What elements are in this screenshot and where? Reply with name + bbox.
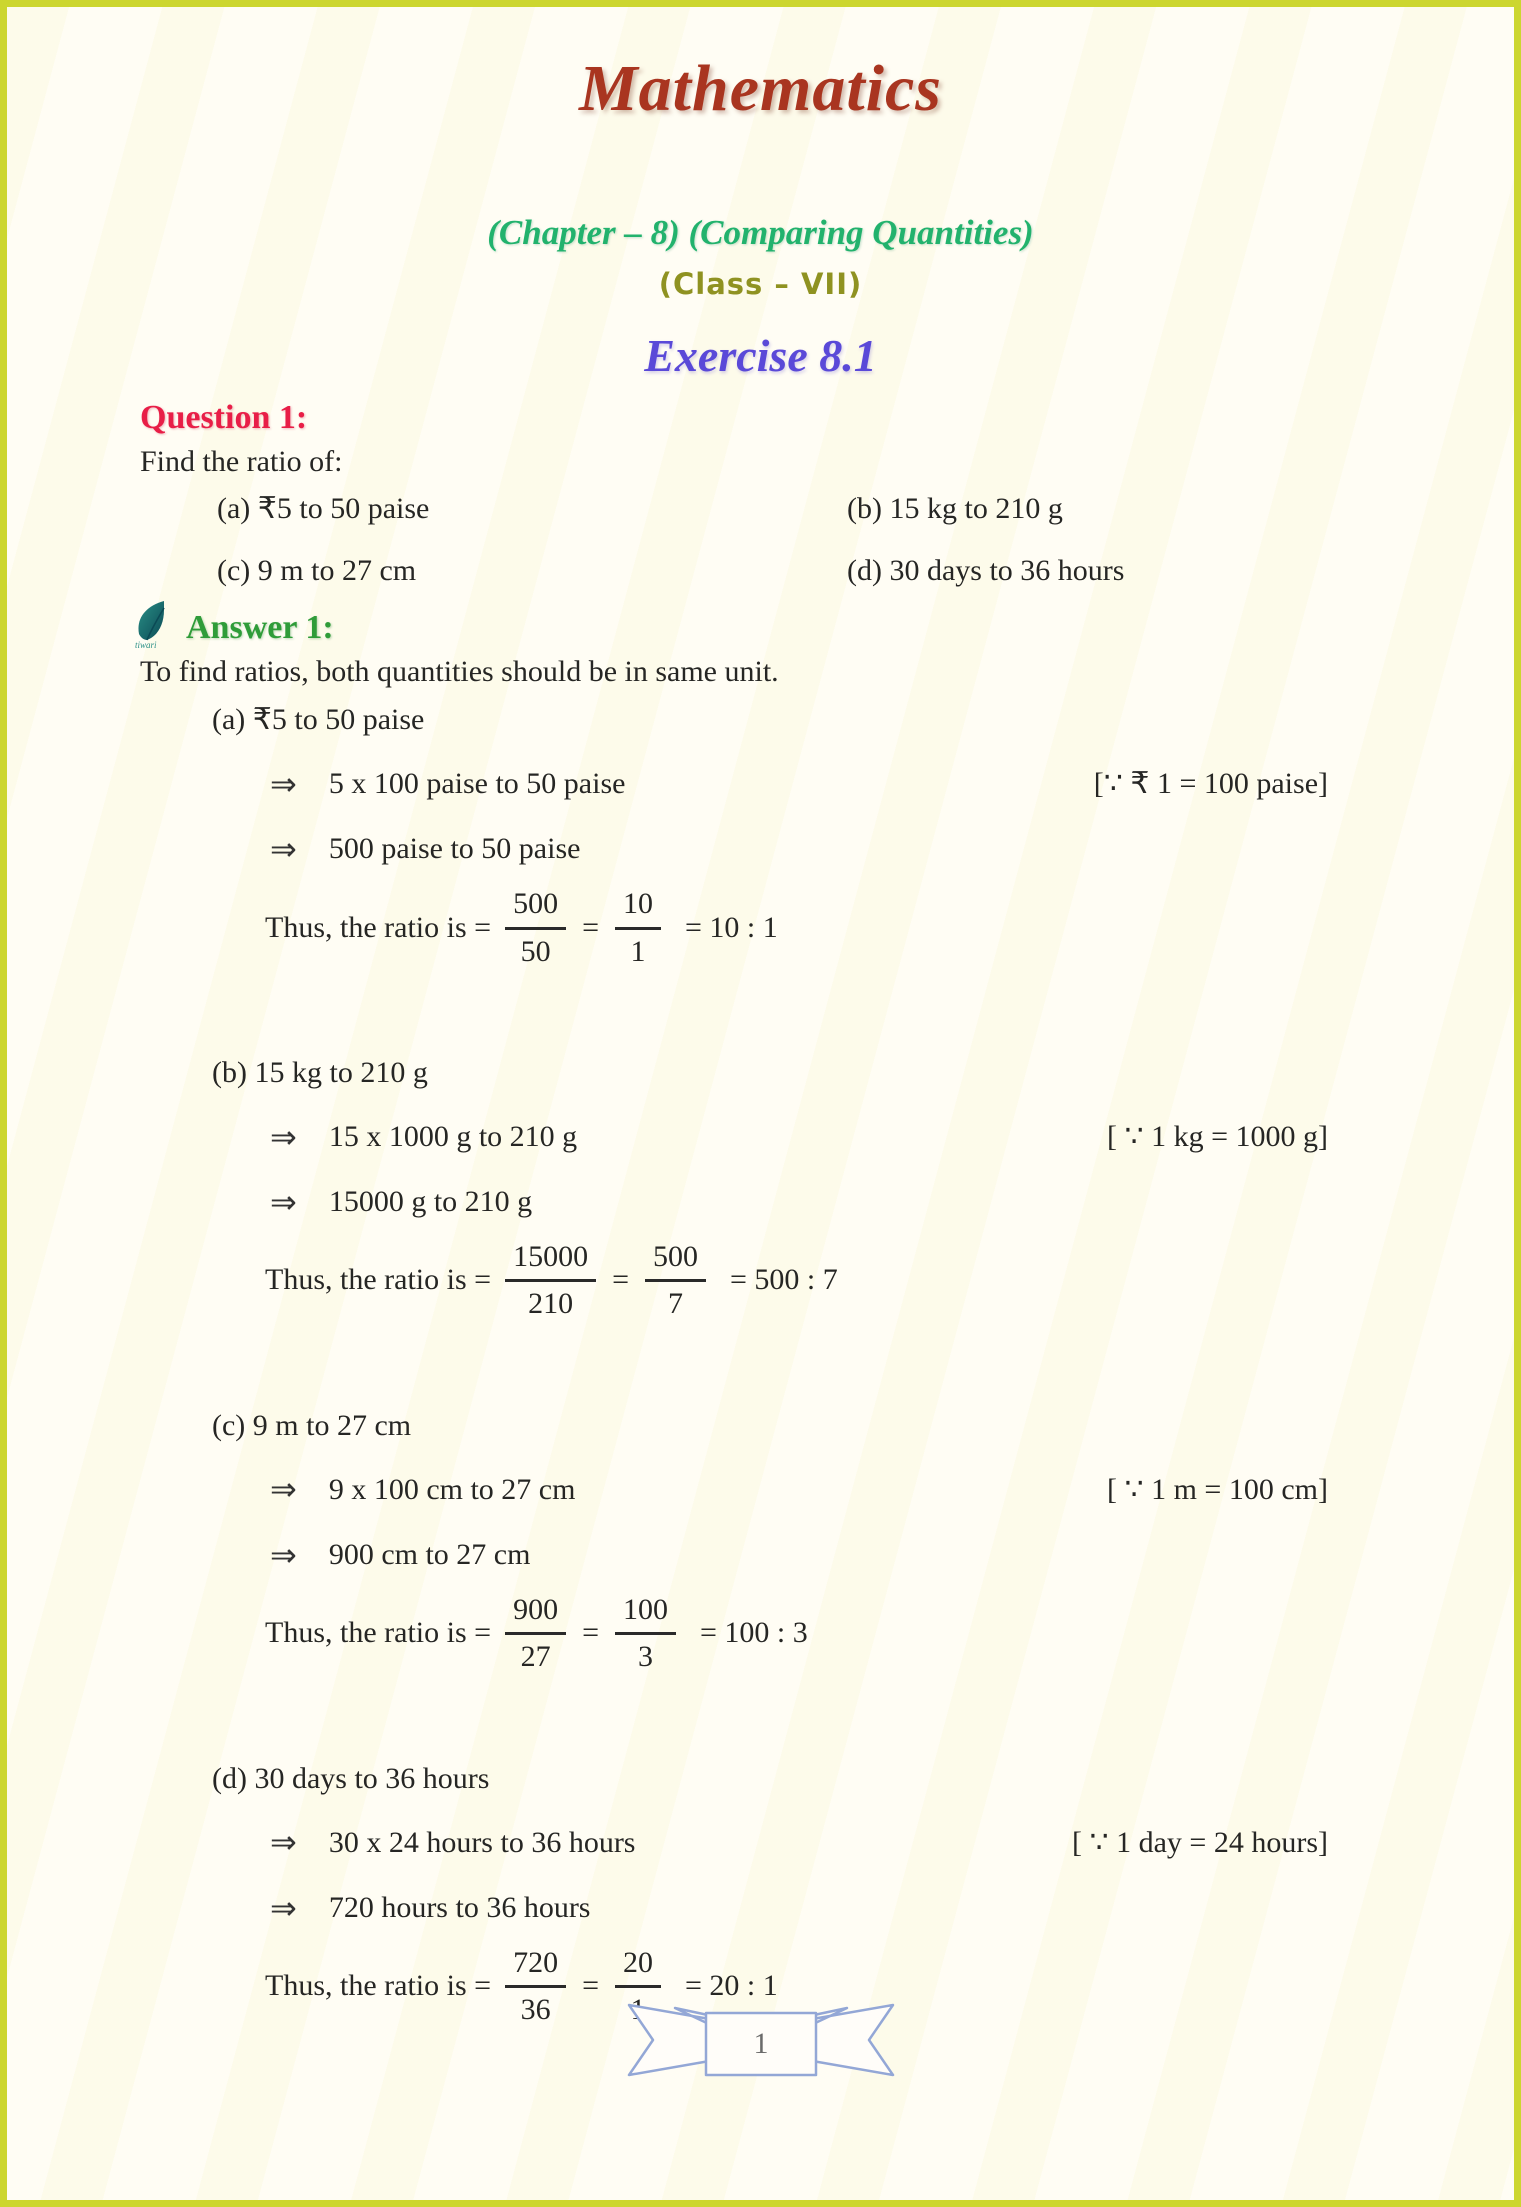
fraction bbox=[645, 1238, 706, 1322]
fraction-denominator: 36 bbox=[520, 1993, 551, 2027]
fraction-denominator: 1 bbox=[630, 934, 646, 968]
fraction-denominator: 3 bbox=[637, 1640, 653, 1674]
step-text: 720 hours to 36 hours bbox=[328, 1890, 591, 1924]
fraction-numerator: 100 bbox=[615, 1591, 676, 1636]
ratio-result-line bbox=[265, 1238, 1381, 1322]
answer-section-b bbox=[140, 1053, 1381, 1322]
equals-sign: = bbox=[582, 1969, 599, 2003]
implies-arrow-icon: ⇒ bbox=[270, 1535, 297, 1574]
step-note: [ ∵ 1 day = 24 hours] bbox=[1072, 1825, 1328, 1859]
fraction bbox=[505, 1944, 566, 2028]
section-label: (a) ₹5 to 50 paise bbox=[212, 703, 425, 737]
equals-sign: = bbox=[582, 910, 599, 944]
fraction-numerator: 720 bbox=[505, 1944, 566, 1989]
implies-arrow-icon: ⇒ bbox=[270, 1117, 297, 1156]
step-line bbox=[140, 1468, 1381, 1511]
answer-section-d bbox=[140, 1759, 1381, 2028]
answer-section-c bbox=[140, 1406, 1381, 1675]
equals-sign: = bbox=[582, 1616, 599, 1650]
equals-sign: = bbox=[612, 1263, 629, 1297]
fraction bbox=[505, 1591, 566, 1675]
exercise-heading: Exercise 8.1 bbox=[644, 330, 877, 382]
fraction bbox=[505, 1238, 596, 1322]
section-label: (b) 15 kg to 210 g bbox=[212, 1056, 428, 1090]
answer-heading-row bbox=[134, 600, 1381, 650]
fraction-numerator: 10 bbox=[615, 885, 661, 930]
step-text: 15000 g to 210 g bbox=[328, 1185, 533, 1219]
ratio-result: = 10 : 1 bbox=[684, 910, 778, 944]
question-option-d: (d) 30 days to 36 hours bbox=[847, 554, 1125, 588]
fraction-denominator: 7 bbox=[667, 1287, 683, 1321]
fraction bbox=[505, 885, 566, 969]
step-text: 900 cm to 27 cm bbox=[328, 1537, 531, 1571]
question-option-c: (c) 9 m to 27 cm bbox=[217, 554, 417, 588]
question-option-a: (a) ₹5 to 50 paise bbox=[217, 491, 430, 525]
answer-heading: Answer 1: bbox=[186, 608, 334, 646]
step-line bbox=[140, 1887, 1381, 1930]
step-text: 30 x 24 hours to 36 hours bbox=[328, 1825, 636, 1859]
fraction-numerator: 900 bbox=[505, 1591, 566, 1636]
page-title: Mathematics bbox=[578, 52, 942, 125]
step-text: 15 x 1000 g to 210 g bbox=[328, 1119, 578, 1153]
step-note: [ ∵ 1 kg = 1000 g] bbox=[1107, 1119, 1328, 1153]
fraction-numerator: 20 bbox=[615, 1944, 661, 1989]
fraction bbox=[615, 1591, 676, 1675]
chapter-subtitle: (Chapter – 8) (Comparing Quantities) bbox=[487, 213, 1034, 253]
question-heading: Question 1: bbox=[140, 399, 308, 436]
thus-label: Thus, the ratio is = bbox=[265, 1263, 492, 1297]
step-line bbox=[140, 1534, 1381, 1577]
ratio-result: = 20 : 1 bbox=[684, 1969, 778, 2003]
implies-arrow-icon: ⇒ bbox=[270, 1823, 297, 1862]
thus-label: Thus, the ratio is = bbox=[265, 1969, 492, 2003]
fraction-denominator: 50 bbox=[520, 934, 551, 968]
answer-section-a bbox=[140, 700, 1381, 969]
implies-arrow-icon: ⇒ bbox=[270, 764, 297, 803]
step-note: [∵ ₹ 1 = 100 paise] bbox=[1093, 767, 1328, 801]
question-intro: Find the ratio of: bbox=[140, 445, 343, 479]
fraction-numerator: 500 bbox=[645, 1238, 706, 1283]
ratio-result: = 100 : 3 bbox=[699, 1616, 808, 1650]
fraction-numerator: 500 bbox=[505, 885, 566, 930]
section-label: (c) 9 m to 27 cm bbox=[212, 1408, 412, 1442]
fraction-numerator: 15000 bbox=[505, 1238, 596, 1283]
step-line bbox=[140, 1116, 1381, 1159]
ribbon-banner-icon bbox=[611, 1995, 911, 2079]
page-content bbox=[7, 45, 1514, 2028]
step-note: [ ∵ 1 m = 100 cm] bbox=[1107, 1472, 1328, 1506]
ratio-result: = 500 : 7 bbox=[729, 1263, 838, 1297]
page-number-ribbon bbox=[611, 1995, 911, 2079]
tiwari-leaf-logo-icon bbox=[134, 600, 178, 650]
implies-arrow-icon: ⇒ bbox=[270, 1888, 297, 1927]
implies-arrow-icon: ⇒ bbox=[270, 829, 297, 868]
implies-arrow-icon: ⇒ bbox=[270, 1182, 297, 1221]
logo-text: tiwari bbox=[135, 639, 157, 650]
step-line bbox=[140, 1821, 1381, 1864]
fraction-denominator: 210 bbox=[528, 1287, 574, 1321]
step-text: 5 x 100 paise to 50 paise bbox=[328, 767, 626, 801]
step-line bbox=[140, 828, 1381, 871]
class-subtitle: (Class – VII) bbox=[658, 266, 863, 301]
page-number: 1 bbox=[753, 2027, 768, 2060]
step-text: 9 x 100 cm to 27 cm bbox=[328, 1472, 576, 1506]
question-options bbox=[140, 489, 1381, 592]
thus-label: Thus, the ratio is = bbox=[265, 1616, 492, 1650]
step-line bbox=[140, 763, 1381, 806]
answer-intro: To find ratios, both quantities should be in same unit. bbox=[140, 654, 779, 688]
implies-arrow-icon: ⇒ bbox=[270, 1470, 297, 1509]
ratio-result-line bbox=[265, 1591, 1381, 1675]
fraction-denominator: 27 bbox=[520, 1640, 551, 1674]
thus-label: Thus, the ratio is = bbox=[265, 910, 492, 944]
section-label: (d) 30 days to 36 hours bbox=[212, 1761, 490, 1795]
question-option-b: (b) 15 kg to 210 g bbox=[847, 491, 1063, 525]
step-line bbox=[140, 1181, 1381, 1224]
fraction bbox=[615, 885, 661, 969]
ratio-result-line bbox=[265, 885, 1381, 969]
step-text: 500 paise to 50 paise bbox=[328, 832, 581, 866]
